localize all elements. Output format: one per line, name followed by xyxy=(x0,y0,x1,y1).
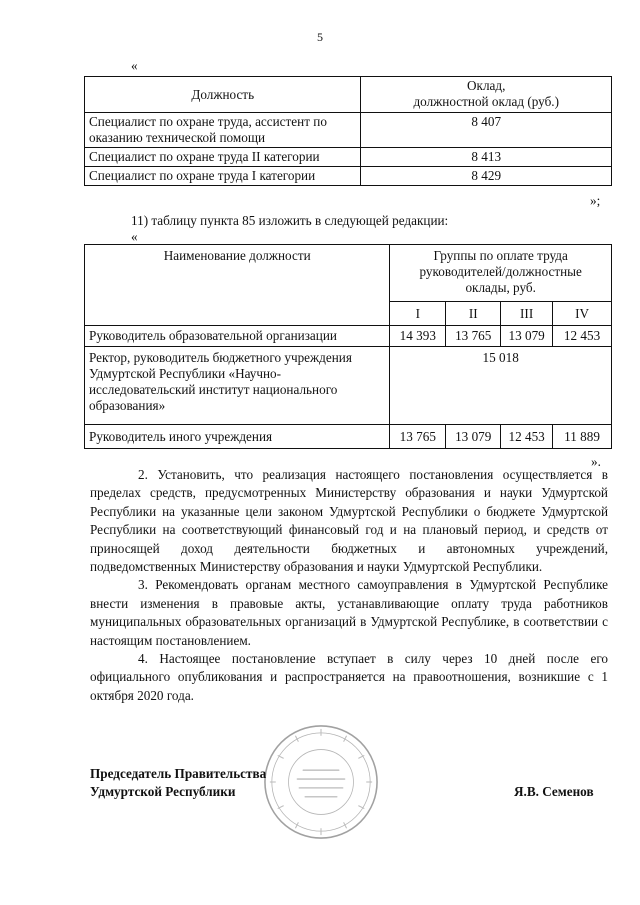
group-header: I xyxy=(390,302,446,326)
paragraph-2: 2. Установить, что реализация настоящего постановления осуществляется в пределах средств, предусмотренных Министерству образования и науки Удмуртской Республики на указанные цели законом Удмуртской Республики о бюджете Удмуртской Республики на соответствующий финансовый год и на плановый период, и средств от приносящей доход деятельности бюджетных и автономных учреждений, подведомственных Министерству образования и науки Удмуртской Республики. xyxy=(90,467,608,575)
signatory-title-line2: Удмуртской Республики xyxy=(90,784,236,799)
signatory-title-line1: Председатель Правительства xyxy=(90,766,267,781)
table2-cell-merged: 15 018 xyxy=(390,347,612,425)
table2-cell: 13 765 xyxy=(390,425,446,449)
table2-cell: 12 453 xyxy=(501,425,553,449)
table2-row-position: Руководитель иного учреждения xyxy=(85,425,390,449)
director-salary-table xyxy=(84,244,612,449)
table1-row-position: Специалист по охране труда, ассистент по оказанию технической помощи xyxy=(85,113,361,148)
quote-open-2: « xyxy=(131,229,138,244)
table1-row-salary: 8 429 xyxy=(361,167,612,186)
page-number: 5 xyxy=(317,30,323,44)
paragraph-4: 4. Настоящее постановление вступает в силу через 10 дней после его официального опубликования и распространяется на правоотношения, возникшие с 1 октября 2020 года. xyxy=(90,651,608,703)
paragraph-3: 3. Рекомендовать органам местного самоуправления в Удмуртской Республике внести изменения в правовые акты, устанавливающие оплату труда работников муниципальных образовательных организаций в Удмуртской Республике, в соответствии с настоящим постановлением. xyxy=(90,577,608,648)
table2-cell: 13 765 xyxy=(446,326,501,347)
signatory-name: Я.В. Семенов xyxy=(514,784,594,799)
signatory-title xyxy=(90,765,266,801)
table2-row-position: Ректор, руководитель бюджетного учреждения Удмуртской Республики «Научно-исследовательский институт национального образования» xyxy=(85,347,390,425)
table2-cell: 12 453 xyxy=(553,326,612,347)
group-header: II xyxy=(446,302,501,326)
table2-row-position: Руководитель образовательной организации xyxy=(85,326,390,347)
table2-cell: 13 079 xyxy=(446,425,501,449)
table2-header-position: Наименование должности xyxy=(85,245,390,326)
official-seal-stamp xyxy=(262,723,380,841)
table2-cell: 14 393 xyxy=(390,326,446,347)
group-header: IV xyxy=(553,302,612,326)
salary-table xyxy=(84,76,612,186)
quote-close-2: ». xyxy=(591,454,601,469)
item-11-text: 11) таблицу пункта 85 изложить в следующей редакции: xyxy=(131,213,449,228)
table1-row-position: Специалист по охране труда I категории xyxy=(85,167,361,186)
group-header: III xyxy=(501,302,553,326)
table2-cell: 11 889 xyxy=(553,425,612,449)
table1-row-salary: 8 413 xyxy=(361,148,612,167)
table2-header-groups: Группы по оплате труда руководителей/должностные оклады, руб. xyxy=(390,245,612,302)
table1-header-position: Должность xyxy=(85,77,361,113)
table2-cell: 13 079 xyxy=(501,326,553,347)
quote-open-1: « xyxy=(131,58,138,73)
quote-close-1: »; xyxy=(590,193,601,208)
table1-header-salary: Оклад, должностной оклад (руб.) xyxy=(361,77,612,113)
table1-row-position: Специалист по охране труда II категории xyxy=(85,148,361,167)
body-paragraphs xyxy=(90,466,608,705)
table1-row-salary: 8 407 xyxy=(361,113,612,148)
